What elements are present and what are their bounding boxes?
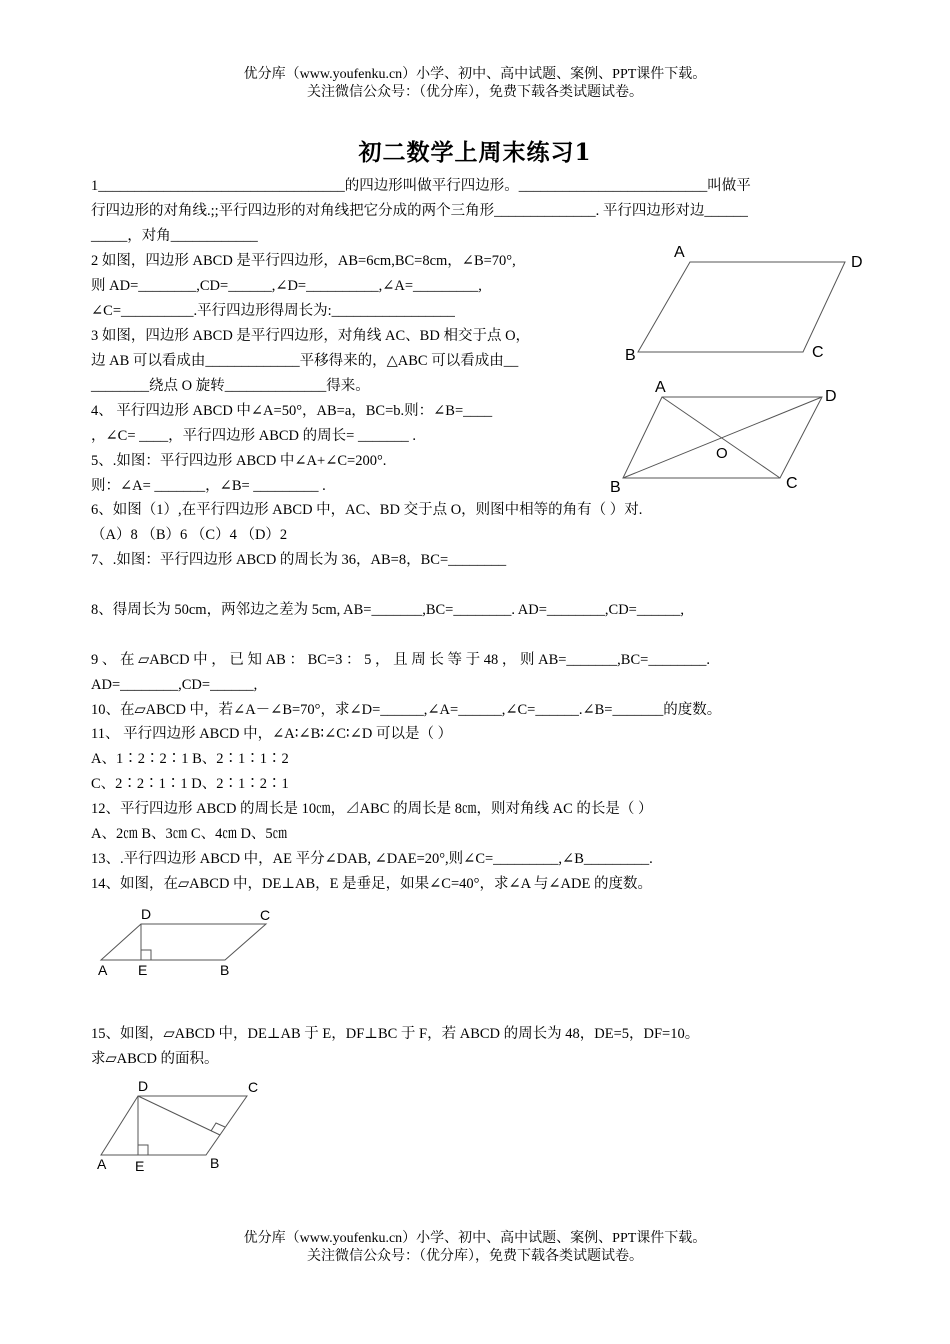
diagonal-bd (623, 397, 822, 478)
header-line-1: 优分库（www.youfenku.cn）小学、初中、高中试题、案例、PPT课件下载。 (243, 67, 707, 82)
vertex-label-c: C (812, 344, 824, 361)
right-angle-mark-e (138, 1145, 148, 1155)
q3-line-1: 3 如图，四边形 ABCD 是平行四边形，对角线 AC、BD 相交于点 O， (91, 328, 531, 344)
q11-line-1: 11、 平行四边形 ABCD 中，∠A∶∠B∶∠C∶∠D 可以是（ ） (91, 726, 453, 742)
vertex-label-b: B (210, 1155, 220, 1171)
vertex-label-d: D (851, 254, 863, 271)
q3-line-3: ________绕点 O 旋转______________得来。 (91, 378, 370, 394)
q7-line-1: 7、.如图：平行四边形 ABCD 的周长为 36，AB=8，BC=________ (91, 552, 507, 568)
q9-line-1: 9 、 在 ▱ABCD 中 ， 已 知 AB ： BC=3 ： 5 ， 且 周 长 等 于 48 ， 则 AB=_______,BC=________. (91, 652, 710, 668)
vertex-label-c: C (260, 907, 271, 923)
q11-options-ab: A、1∶2∶2∶1 B、2∶1∶1∶2 (91, 751, 289, 767)
parallelogram-shape (101, 1096, 247, 1155)
q10-line-1: 10、在▱ABCD 中，若∠A－∠B=70°，求∠D=______,∠A=______,∠C=______.∠B=_______的度数。 (91, 702, 722, 718)
vertex-label-d: D (138, 1078, 149, 1094)
vertex-label-a: A (97, 1156, 107, 1172)
q5-line-2: 则：∠A= _______，∠B= _________ . (91, 478, 326, 494)
footer-line-2: 关注微信公众号：（优分库），免费下载各类试题试卷。 (307, 1249, 643, 1264)
q1-line-1: 1__________________________________的四边形叫做平行四边形。__________________________叫做平 (91, 178, 751, 194)
foot-label-e: E (135, 1158, 145, 1174)
vertex-label-b: B (625, 347, 636, 364)
parallelogram-shape (638, 262, 845, 352)
q6-options: （A）8 （B）6 （C）4 （D）2 (91, 527, 288, 543)
vertex-label-c: C (786, 475, 798, 492)
figure-parallelogram-two-altitudes (92, 1072, 272, 1177)
q15-line-2: 求▱ABCD 的面积。 (91, 1051, 219, 1067)
q2-line-1: 2 如图，四边形 ABCD 是平行四边形，AB=6cm,BC=8cm，∠B=70°, (91, 253, 516, 269)
q3-line-2: 边 AB 可以看成由_____________平移得来的，△ABC 可以看成由__ (91, 353, 519, 369)
q15-line-1: 15、如图，▱ABCD 中，DE⊥AB 于 E，DF⊥BC 于 F，若 ABCD 的周长为 48，DE=5，DF=10。 (91, 1026, 700, 1042)
page-header (0, 66, 950, 102)
q6-line-1: 6、如图（1）,在平行四边形 ABCD 中，AC、BD 交于点 O，则图中相等的角有（ ）对. (91, 502, 643, 518)
figure-parallelogram-altitude (92, 900, 292, 985)
vertex-label-a: A (655, 379, 666, 396)
q12-options: A、2㎝ B、3㎝ C、4㎝ D、5㎝ (91, 826, 288, 842)
q8-line-1: 8、得周长为 50cm，两邻边之差为 5cm, AB=_______,BC=________. AD=________,CD=______, (91, 602, 684, 618)
q1-line-3: _____，对角____________ (91, 228, 258, 244)
figure-parallelogram-abcd (620, 240, 870, 365)
q2-line-3: ∠C=__________.平行四边形得周长为:_________________ (91, 303, 455, 319)
q13-line-1: 13、.平行四边形 ABCD 中，AE 平分∠DAB, ∠DAE=20°,则∠C=_________,∠B_________. (91, 851, 653, 867)
header-line-2: 关注微信公众号：（优分库），免费下载各类试题试卷。 (307, 85, 643, 100)
vertex-label-a: A (98, 962, 108, 978)
right-angle-mark-f (211, 1123, 225, 1131)
vertex-label-b: B (610, 479, 621, 496)
parallelogram-shape (101, 924, 266, 960)
q11-options-cd: C、2∶2∶1∶1 D、2∶1∶2∶1 (91, 776, 289, 792)
intersection-label-o: O (716, 445, 728, 462)
vertex-label-a: A (674, 244, 685, 261)
vertex-label-d: D (141, 906, 152, 922)
q5-line-1: 5、.如图：平行四边形 ABCD 中∠A+∠C=200°. (91, 453, 387, 469)
diagonal-ac (662, 397, 780, 478)
q9-line-2: AD=________,CD=______, (91, 677, 258, 693)
q14-line-1: 14、如图，在▱ABCD 中，DE⊥AB，E 是垂足，如果∠C=40°，求∠A 与∠ADE 的度数。 (91, 876, 652, 892)
q2-line-2: 则 AD=________,CD=______,∠D=__________,∠A=_________, (91, 278, 482, 294)
footer-line-1: 优分库（www.youfenku.cn）小学、初中、高中试题、案例、PPT课件下载。 (243, 1231, 707, 1246)
vertex-label-b: B (220, 962, 230, 978)
q4-line-2: ，∠C= ____，平行四边形 ABCD 的周长= _______ . (91, 428, 416, 444)
q12-line-1: 12、平行四边形 ABCD 的周长是 10㎝，⊿ABC 的周长是 8㎝，则对角线 AC 的长是（ ） (91, 801, 653, 817)
page-footer (0, 1230, 950, 1266)
q4-line-1: 4、 平行四边形 ABCD 中∠A=50°，AB=a，BC=b.则：∠B=____ (91, 403, 493, 419)
altitude-df (138, 1096, 220, 1135)
right-angle-mark (141, 950, 151, 960)
figure-parallelogram-diagonals (605, 375, 845, 495)
vertex-label-d: D (825, 388, 837, 405)
page-title: 初二数学上周末练习1 (358, 139, 592, 166)
q1-line-2: 行四边形的对角线.;;平行四边形的对角线把它分成的两个三角形______________. 平行四边形对边______ (91, 203, 748, 219)
vertex-label-c: C (248, 1079, 259, 1095)
foot-label-e: E (138, 962, 148, 978)
